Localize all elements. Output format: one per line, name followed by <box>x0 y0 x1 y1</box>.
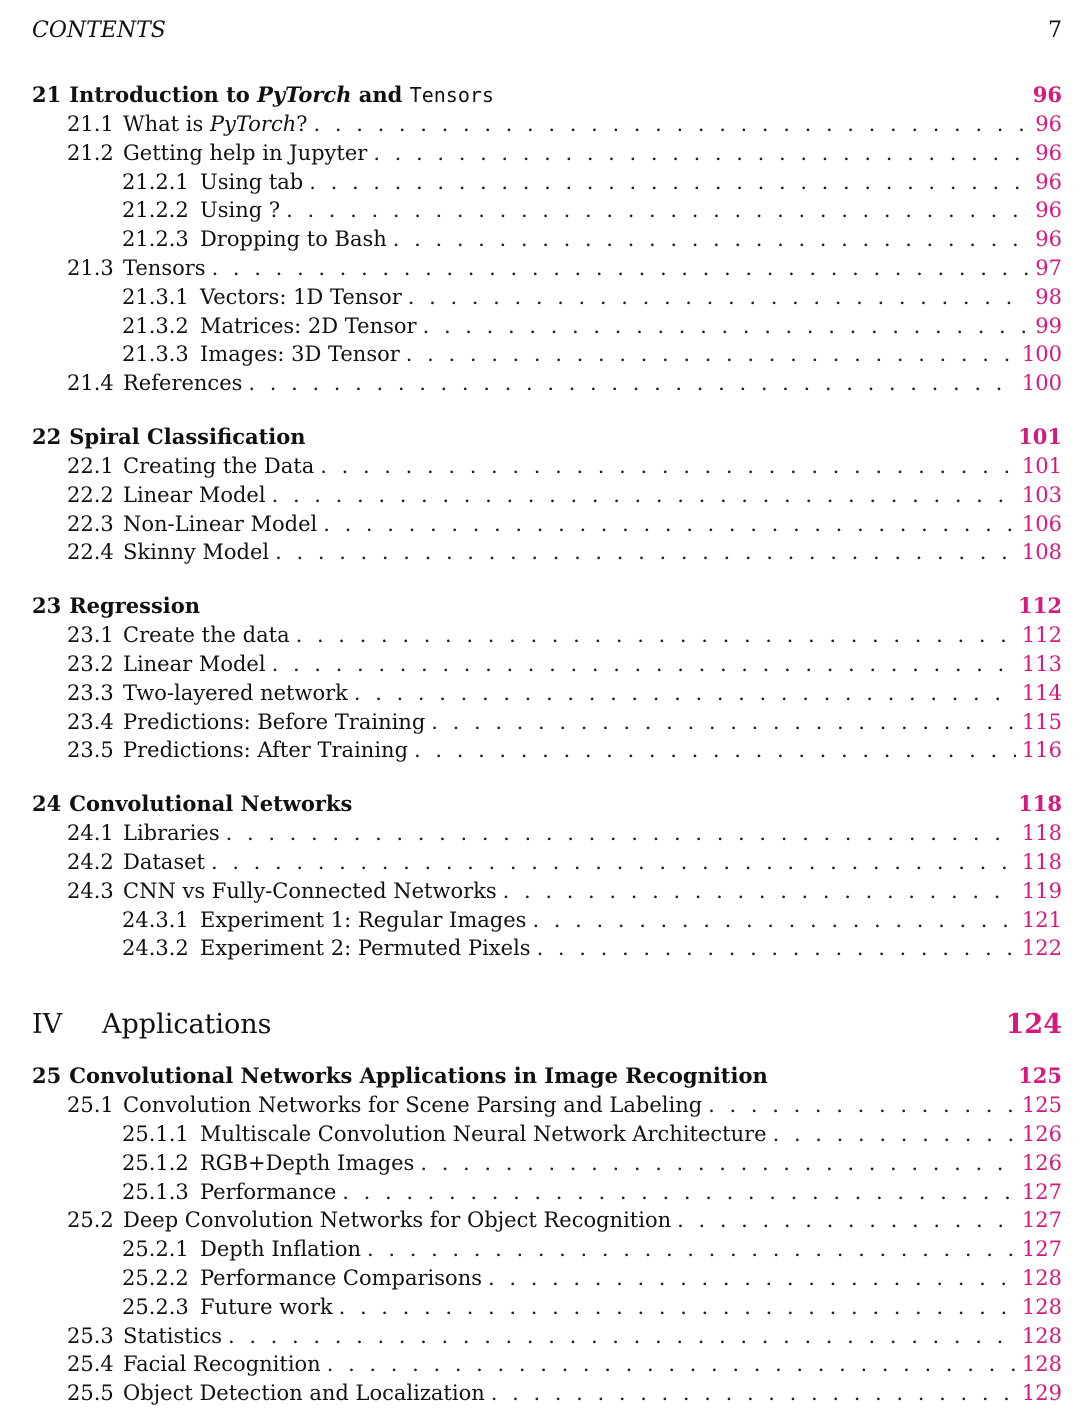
subsection-page-link[interactable]: 126 <box>1021 1121 1062 1146</box>
dot-leader <box>708 1093 1016 1117</box>
chapter-title: Convolutional Networks Applications in Image Recognition <box>69 1063 768 1089</box>
dot-leader <box>677 1208 1016 1232</box>
subsection-number: 25.1.2 <box>122 1150 189 1175</box>
subsection-title: Matrices: 2D Tensor <box>200 313 417 338</box>
section-title: Predictions: After Training <box>123 738 409 763</box>
chapter-page-link[interactable]: 101 <box>1018 423 1062 449</box>
dot-leader <box>367 1237 1016 1261</box>
section-page-link[interactable]: 97 <box>1035 255 1062 280</box>
dot-leader <box>414 738 1016 762</box>
section-page-link[interactable]: 125 <box>1021 1093 1062 1118</box>
subsection-number: 21.3.2 <box>122 313 189 338</box>
subsection-title: Multiscale Convolution Neural Network Architecture <box>200 1121 767 1146</box>
toc-section[interactable] <box>32 483 1062 512</box>
section-page-link[interactable]: 116 <box>1021 738 1062 763</box>
dot-leader <box>226 821 1016 845</box>
dot-leader <box>431 710 1016 734</box>
subsection-page-link[interactable]: 96 <box>1035 198 1062 223</box>
toc-section[interactable] <box>32 710 1062 739</box>
section-page-link[interactable]: 108 <box>1021 540 1062 565</box>
section-title: Non-Linear Model <box>123 511 318 536</box>
subsection-title: Depth Inflation <box>200 1237 362 1262</box>
running-head: CONTENTS <box>32 17 166 43</box>
section-number: 23.1 <box>67 623 114 648</box>
chapter-title: Introduction to PyTorch and Tensors <box>69 82 494 107</box>
section-number: 23.3 <box>67 680 114 705</box>
section-page-link[interactable]: 96 <box>1035 112 1062 136</box>
toc-section[interactable] <box>32 1324 1062 1353</box>
section-title: Facial Recognition <box>123 1352 321 1377</box>
section-page-link[interactable]: 128 <box>1021 1352 1062 1377</box>
section-title: Skinny Model <box>123 540 270 565</box>
part-page-link[interactable]: 124 <box>1005 1009 1062 1041</box>
subsection-number: 21.3.1 <box>122 284 189 309</box>
toc-section[interactable] <box>32 850 1062 879</box>
subsection-title: Using ? <box>200 198 281 223</box>
subsection-number: 24.3.1 <box>122 907 189 932</box>
subsection-page-link[interactable]: 128 <box>1021 1294 1062 1319</box>
toc-section[interactable] <box>32 1208 1062 1237</box>
section-number: 22.2 <box>67 482 114 507</box>
chapter-title: Convolutional Networks <box>69 791 353 817</box>
section-page-link[interactable]: 127 <box>1021 1208 1062 1233</box>
dot-leader <box>423 314 1030 338</box>
chapter-page-link[interactable]: 112 <box>1018 593 1062 619</box>
toc-section[interactable] <box>32 1352 1062 1381</box>
dot-leader <box>327 1352 1016 1376</box>
section-number: 25.1 <box>67 1093 114 1118</box>
section-page-link[interactable]: 96 <box>1035 140 1062 165</box>
toc-section[interactable] <box>32 652 1062 681</box>
chapter-page-link[interactable]: 125 <box>1018 1063 1062 1089</box>
subsection-title: Vectors: 1D Tensor <box>200 284 402 309</box>
toc-subsection[interactable] <box>32 285 1062 314</box>
section-number: 25.4 <box>67 1352 114 1377</box>
toc-section[interactable] <box>32 681 1062 710</box>
dot-leader <box>309 170 1029 194</box>
toc-subsection[interactable] <box>32 1122 1062 1151</box>
toc-subsection[interactable] <box>32 936 1062 965</box>
dot-leader <box>272 652 1016 676</box>
subsection-title: Performance <box>200 1179 337 1204</box>
section-number: 22.3 <box>67 511 114 536</box>
subsection-page-link[interactable]: 121 <box>1021 907 1062 932</box>
subsection-number: 21.2.3 <box>122 227 189 252</box>
subsection-number: 25.1.3 <box>122 1179 189 1204</box>
toc-section[interactable] <box>32 540 1062 569</box>
dot-leader <box>406 342 1016 366</box>
toc-subsection[interactable] <box>32 170 1062 199</box>
dot-leader <box>408 285 1030 309</box>
section-page-link[interactable]: 129 <box>1021 1381 1062 1406</box>
section-page-link[interactable]: 112 <box>1021 623 1062 648</box>
dot-leader <box>286 198 1029 222</box>
toc-section[interactable] <box>32 371 1062 400</box>
dot-leader <box>320 454 1016 478</box>
dot-leader <box>211 850 1016 874</box>
section-title: Linear Model <box>123 482 266 507</box>
page-number: 7 <box>1048 17 1062 43</box>
chapter-number: 23 <box>32 593 62 619</box>
subsection-page-link[interactable]: 96 <box>1035 227 1062 252</box>
toc-section[interactable] <box>32 512 1062 541</box>
section-page-link[interactable]: 118 <box>1021 821 1062 846</box>
section-number: 23.5 <box>67 738 114 763</box>
subsection-page-link[interactable]: 128 <box>1021 1265 1062 1290</box>
section-page-link[interactable]: 101 <box>1021 453 1062 478</box>
section-title: Two-layered network <box>123 680 348 705</box>
chapter-number: 25 <box>32 1063 62 1089</box>
chapter-title: Spiral Classification <box>69 423 306 449</box>
section-number: 24.2 <box>67 849 114 874</box>
toc-section[interactable] <box>32 141 1062 170</box>
section-number: 21.4 <box>67 371 114 396</box>
section-page-link[interactable]: 113 <box>1021 651 1062 676</box>
toc-section[interactable] <box>32 112 1062 141</box>
section-page-link[interactable]: 114 <box>1021 680 1062 705</box>
subsection-page-link[interactable]: 98 <box>1035 284 1062 309</box>
dot-leader <box>537 936 1016 960</box>
toc-subsection[interactable] <box>32 342 1062 371</box>
toc-chapter-21[interactable] <box>32 82 1062 112</box>
toc-section[interactable] <box>32 879 1062 908</box>
dot-leader <box>491 1381 1016 1405</box>
section-title: Getting help in Jupyter <box>123 140 368 165</box>
section-number: 25.2 <box>67 1208 114 1233</box>
section-title: Libraries <box>123 821 220 846</box>
part-title: Applications <box>102 1009 272 1041</box>
toc-chapter-22[interactable] <box>32 424 1062 454</box>
toc-section[interactable] <box>32 1093 1062 1122</box>
toc-subsection[interactable] <box>32 1237 1062 1266</box>
dot-leader <box>212 256 1030 280</box>
subsection-number: 25.2.2 <box>122 1265 189 1290</box>
section-number: 24.3 <box>67 878 114 903</box>
subsection-number: 25.1.1 <box>122 1121 189 1146</box>
dot-leader <box>339 1295 1016 1319</box>
dot-leader <box>420 1151 1016 1175</box>
section-number: 23.2 <box>67 651 114 676</box>
section-title: Linear Model <box>123 651 266 676</box>
toc-subsection[interactable] <box>32 1180 1062 1209</box>
table-of-contents <box>32 82 1062 1410</box>
dot-leader <box>342 1180 1016 1204</box>
toc-section[interactable] <box>32 738 1062 767</box>
toc-section[interactable] <box>32 623 1062 652</box>
dot-leader <box>314 112 1030 136</box>
chapter-number: 22 <box>32 423 62 449</box>
section-page-link[interactable]: 128 <box>1021 1323 1062 1348</box>
dot-leader <box>272 483 1016 507</box>
dot-leader <box>488 1266 1016 1290</box>
subsection-page-link[interactable]: 96 <box>1035 169 1062 194</box>
section-title: References <box>123 371 243 396</box>
dot-leader <box>393 227 1029 251</box>
toc-subsection[interactable] <box>32 908 1062 937</box>
dot-leader <box>503 879 1016 903</box>
section-number: 25.5 <box>67 1381 114 1406</box>
toc-section[interactable] <box>32 1381 1062 1410</box>
section-number: 21.2 <box>67 140 114 165</box>
section-title: Statistics <box>123 1323 222 1348</box>
chapter-page-link[interactable]: 118 <box>1018 791 1062 817</box>
section-title: What is PyTorch? <box>123 112 308 136</box>
section-title: Creating the Data <box>123 453 315 478</box>
subsection-number: 21.3.3 <box>122 342 189 367</box>
chapter-number: 24 <box>32 791 62 817</box>
section-title: Predictions: Before Training <box>123 709 426 734</box>
dot-leader <box>773 1122 1016 1146</box>
section-number: 22.1 <box>67 453 114 478</box>
section-title: CNN vs Fully-Connected Networks <box>123 878 497 903</box>
subsection-title: Performance Comparisons <box>200 1265 482 1290</box>
subsection-page-link[interactable]: 127 <box>1021 1237 1062 1262</box>
subsection-title: Future work <box>200 1294 333 1319</box>
toc-subsection[interactable] <box>32 1295 1062 1324</box>
section-page-link[interactable]: 106 <box>1021 511 1062 536</box>
subsection-title: Experiment 2: Permuted Pixels <box>200 936 531 961</box>
toc-part-iv[interactable] <box>32 1009 1062 1049</box>
subsection-title: Images: 3D Tensor <box>200 342 400 367</box>
dot-leader <box>248 371 1016 395</box>
subsection-page-link[interactable]: 126 <box>1021 1150 1062 1175</box>
toc-subsection[interactable] <box>32 198 1062 227</box>
subsection-number: 24.3.2 <box>122 936 189 961</box>
section-page-link[interactable]: 118 <box>1021 849 1062 874</box>
subsection-title: Dropping to Bash <box>200 227 387 252</box>
subsection-title: Experiment 1: Regular Images <box>200 907 527 932</box>
toc-subsection[interactable] <box>32 227 1062 256</box>
section-title: Deep Convolution Networks for Object Recognition <box>123 1208 672 1233</box>
section-number: 24.1 <box>67 821 114 846</box>
section-title: Object Detection and Localization <box>123 1381 485 1406</box>
dot-leader <box>296 623 1016 647</box>
section-number: 25.3 <box>67 1323 114 1348</box>
section-number: 21.3 <box>67 255 114 280</box>
dot-leader <box>228 1324 1016 1348</box>
page-header <box>32 14 1062 46</box>
subsection-number: 25.2.1 <box>122 1237 189 1262</box>
toc-chapter-23[interactable] <box>32 593 1062 623</box>
section-page-link[interactable]: 115 <box>1021 709 1062 734</box>
subsection-number: 25.2.3 <box>122 1294 189 1319</box>
section-title: Tensors <box>123 255 206 280</box>
dot-leader <box>323 512 1016 536</box>
toc-chapter-24[interactable] <box>32 791 1062 821</box>
toc-subsection[interactable] <box>32 1151 1062 1180</box>
subsection-title: Using tab <box>200 169 304 194</box>
subsection-number: 21.2.2 <box>122 198 189 223</box>
subsection-page-link[interactable]: 100 <box>1021 342 1062 367</box>
toc-chapter-25[interactable] <box>32 1063 1062 1093</box>
subsection-page-link[interactable]: 127 <box>1021 1179 1062 1204</box>
toc-section[interactable] <box>32 821 1062 850</box>
section-page-link[interactable]: 119 <box>1021 878 1062 903</box>
subsection-page-link[interactable]: 99 <box>1035 313 1062 338</box>
section-number: 21.1 <box>67 112 114 136</box>
section-title: Convolution Networks for Scene Parsing and Labeling <box>123 1093 703 1118</box>
subsection-number: 21.2.1 <box>122 169 189 194</box>
subsection-page-link[interactable]: 122 <box>1021 936 1062 961</box>
subsection-title: RGB+Depth Images <box>200 1150 415 1175</box>
chapter-title: Regression <box>69 593 201 619</box>
section-page-link[interactable]: 100 <box>1021 371 1062 396</box>
chapter-number: 21 <box>32 82 62 107</box>
section-title: Create the data <box>123 623 290 648</box>
toc-subsection[interactable] <box>32 314 1062 343</box>
section-number: 22.4 <box>67 540 114 565</box>
dot-leader <box>373 141 1029 165</box>
toc-subsection[interactable] <box>32 1266 1062 1295</box>
toc-section[interactable] <box>32 454 1062 483</box>
chapter-page-link[interactable]: 96 <box>1032 82 1062 107</box>
section-number: 23.4 <box>67 709 114 734</box>
section-page-link[interactable]: 103 <box>1021 482 1062 507</box>
part-number: IV <box>32 1009 63 1041</box>
dot-leader <box>275 540 1016 564</box>
section-title: Dataset <box>123 849 205 874</box>
toc-section[interactable] <box>32 256 1062 285</box>
dot-leader <box>532 908 1015 932</box>
dot-leader <box>354 681 1016 705</box>
